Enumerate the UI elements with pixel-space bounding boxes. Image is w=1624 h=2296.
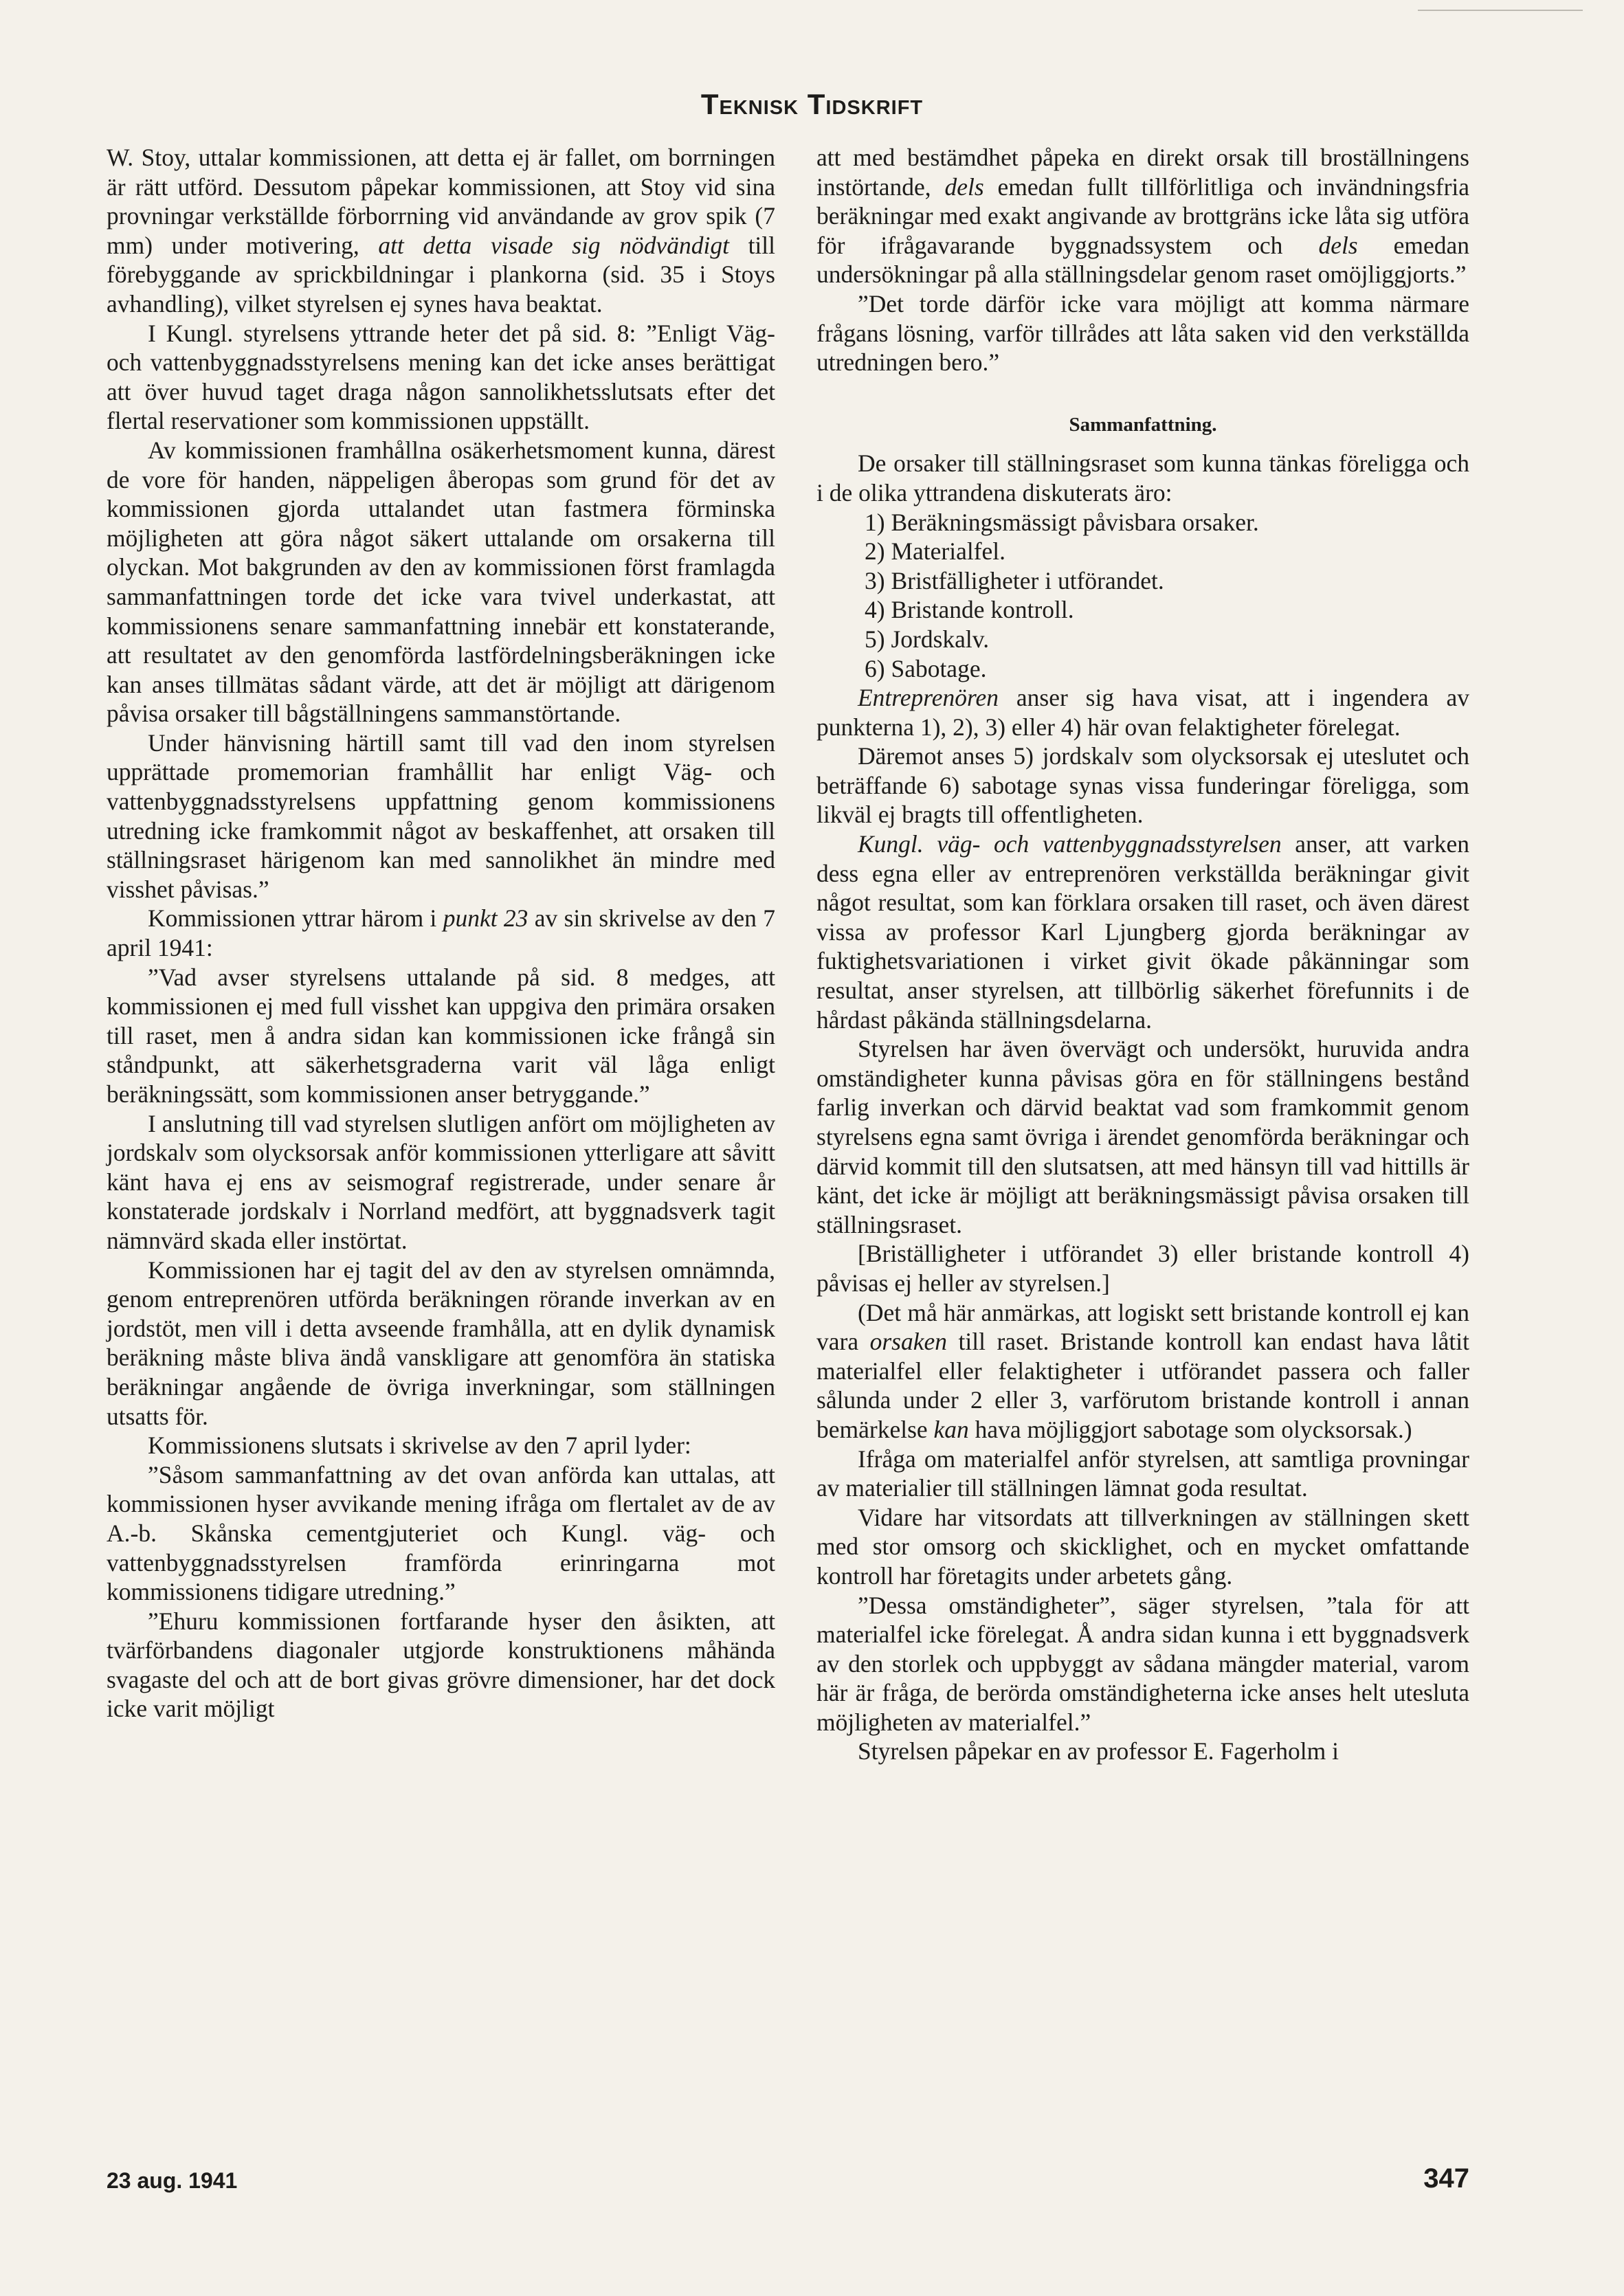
paragraph: ”Såsom sammanfattning av det ovan anförda kan uttalas, att kommissionen hyser avvikande mening ifråga om flertalet av de av A.-b. Skånska cementgjuteriet och Kungl. väg- och vattenbyggnadsstyrelsen framförda erinringarna mot kommissionens tidigare utredning.” xyxy=(107,1460,775,1606)
paragraph: De orsaker till ställningsraset som kunna tänkas föreligga och i de olika yttrandena diskuterats äro: xyxy=(816,449,1469,506)
paragraph: I anslutning till vad styrelsen slutligen anfört om möjligheten av jordskalv som olycksorsak anför kommissionen ytterligare att såvitt känt hava ej ens av seismograf registrerade, under senare år konstaterade jordskalv i Norrland medfört, att byggnadsverk tagit nämnvärd skada eller instörtat. xyxy=(107,1109,775,1254)
paragraph: Däremot anses 5) jordskalv som olycksorsak ej uteslutet och beträffande 6) sabotage synas vissa funderingar föreligga, som likväl ej bragts till offentligheten. xyxy=(816,742,1469,829)
paragraph: Kommissionen yttrar härom i punkt 23 av sin skrivelse av den 7 april 1941: xyxy=(107,904,776,962)
paragraph: I Kungl. styrelsens yttrande heter det på sid. 8: ”Enligt Väg- och vattenbyggnadsstyrelsens mening kan det icke anses berättigat att över huvud taget draga någon sannolikhetsslutsats efter det flertal reservationer som kommissionen uppställt. xyxy=(107,319,775,435)
paragraph: ”Ehuru kommissionen fortfarande hyser den åsikten, att tvärförbandens diagonaler utgjorde konstruktionens måhända svagaste del och att de bort givas grövre dimensioner, har det dock icke varit möjligt xyxy=(107,1607,775,1723)
list-item: 1) Beräkningsmässigt påvisbara orsaker. xyxy=(865,508,1259,536)
left-column xyxy=(107,143,775,1724)
paragraph: Kommissionen har ej tagit del av den av styrelsen omnämnda, genom entreprenören utförda beräkningen rörande inverkan av en jordstöt, men vill i detta avseende framhålla, att en dylik dynamisk beräkning måste bliva ändå vanskligare att genomföra än statiska beräkningar angående de övriga inverkningar, som ställningen utsatts för. xyxy=(107,1256,775,1430)
paragraph: ”Det torde därför icke vara möjligt att komma närmare frågans lösning, varför tillrådes att låta saken vid den verkställda utredningen bero.” xyxy=(816,289,1469,377)
paragraph: Entreprenören anser sig hava visat, att i ingendera av punkterna 1), 2), 3) eller 4) här ovan felaktigheter förelegat. xyxy=(816,684,1469,741)
paragraph: att med bestämdhet påpeka en direkt orsak till broställningens instörtande, dels emedan fullt tillförlitliga och invändningsfria beräkningar med exakt angivande av brottgräns icke låta sig utföra för ifrågavarande byggnadssystem och dels emedan undersökningar på alla ställningsdelar genom raset omöjliggjorts.” xyxy=(816,144,1470,289)
right-column xyxy=(816,143,1469,1766)
page-number: 347 xyxy=(1423,2163,1469,2194)
paragraph: ”Dessa omständigheter”, säger styrelsen, ”tala för att materialfel icke förelegat. Å andra sidan kunna i ett byggnadsverk av den storlek och uppbyggt av sådana mängder material, varom här är fråga, de berörda omständigheterna icke anses helt utesluta möjligheten av materialfel.” xyxy=(816,1591,1469,1736)
paragraph: Vidare har vitsordats att tillverkningen av ställningen skett med stor omsorg och skicklighet, och en mycket omfattande kontroll har företagits under arbetets gång. xyxy=(816,1503,1469,1590)
list-item: 5) Jordskalv. xyxy=(865,625,990,653)
paragraph: Ifråga om materialfel anför styrelsen, att samtliga provningar av materialier till ställningen lämnat goda resultat. xyxy=(816,1445,1469,1502)
paragraph: Styrelsen har även övervägt och undersökt, huruvida andra omständigheter kunna påvisas göra en för ställningens bestånd farlig inverkan och därvid beaktat vad som framkommit genom styrelsens egna samt övriga i ärendet genomförda beräkningar och därvid kommit till den slutsatsen, att med hänsyn till vad hittills är känt, det icke är möjligt att beräkningsmässigt påvisa orsaken till ställningsraset. xyxy=(816,1035,1469,1238)
list-item: 6) Sabotage. xyxy=(865,654,987,682)
journal-header: Teknisk Tidskrift xyxy=(700,88,924,120)
paragraph: Av kommissionen framhållna osäkerhetsmoment kunna, därest de vore för handen, näppeligen åberopas som grund för det av kommissionen gjorda uttalandet utan fastmera förminska möjligheten att göra något säkert uttalande om orsakerna till olyckan. Mot bakgrunden av den av kommissionen först framlagda sammanfattningen torde det icke vara tvivel underkastat, att kommissionens senare sammanfattning innebär ett konstaterande, att resultatet av den genomförda lastfördelningsberäkningen icke kan anses tillmätas sådant värde, att det är möjligt att därigenom påvisa orsaker till bågställningens sammanstörtande. xyxy=(107,436,775,728)
top-edge-rule xyxy=(1418,10,1583,11)
issue-date: 23 aug. 1941 xyxy=(107,2168,238,2193)
paragraph: Under hänvisning härtill samt till vad den inom styrelsen upprättade promemorian framhållit har enligt Väg- och vattenbyggnadsstyrelsens uppfattning genom kommissionens utredning icke framkommit något av beskaffenhet, att orsaken till ställningsraset härigenom kan med sannolikhet än mindre med visshet påvisas.” xyxy=(107,728,775,903)
paragraph: Kungl. väg- och vattenbyggnadsstyrelsen anser, att varken dess egna eller av entreprenören verkställda beräkningar givit något resultat, som kan förklara orsaken till raset, och även därest vissa av professor Karl Ljungberg gjorda beräkningar av fuktighetsvariationen i virket givit ökade påkänningar som resultat, anser styrelsen, att tillbörlig säkerhet förefunnits i de hårdast påkända ställningsdelarna. xyxy=(816,830,1470,1034)
paragraph: Styrelsen påpekar en av professor E. Fagerholm i xyxy=(858,1737,1339,1765)
paragraph: Kommissionens slutsats i skrivelse av den 7 april lyder: xyxy=(148,1431,691,1460)
list-item: 3) Bristfälligheter i utförandet. xyxy=(865,566,1164,594)
section-heading: Sammanfattning. xyxy=(1069,413,1217,436)
paragraph: [Briställigheter i utförandet 3) eller bristande kontroll 4) påvisas ej heller av styrelsen.] xyxy=(816,1240,1469,1297)
list-item: 4) Bristande kontroll. xyxy=(865,596,1074,624)
paragraph: (Det må här anmärkas, att logiskt sett bristande kontroll ej kan vara orsaken till raset. Bristande kontroll kan endast hava låtit materialfel eller felaktigheter i utförandet passera och faller sålunda under 2 eller 3, varförutom bristande kontroll i annan bemärkelse kan hava möjliggjort sabotage som olycksorsak.) xyxy=(816,1298,1470,1443)
list-item: 2) Materialfel. xyxy=(865,537,1006,566)
paragraph: ”Vad avser styrelsens uttalande på sid. 8 medges, att kommissionen ej med full visshet kan uppgiva den primära orsaken till raset, men å andra sidan kan kommissionen icke frångå sin ståndpunkt, att säkerhetsgraderna varit väl låga enligt beräkningssätt, som kommissionen anser betryggande.” xyxy=(107,963,775,1108)
paragraph: W. Stoy, uttalar kommissionen, att detta ej är fallet, om borrningen är rätt utförd. Dessutom påpekar kommissionen, att Stoy vid sina provningar verkställde förborrning vid användande av grov spik (7 mm) under motivering, att detta visade sig nödvändigt till förebyggande av sprickbildningar i plankorna (sid. 35 i Stoys avhandling), vilket styrelsen ej synes hava beaktat. xyxy=(107,144,776,317)
